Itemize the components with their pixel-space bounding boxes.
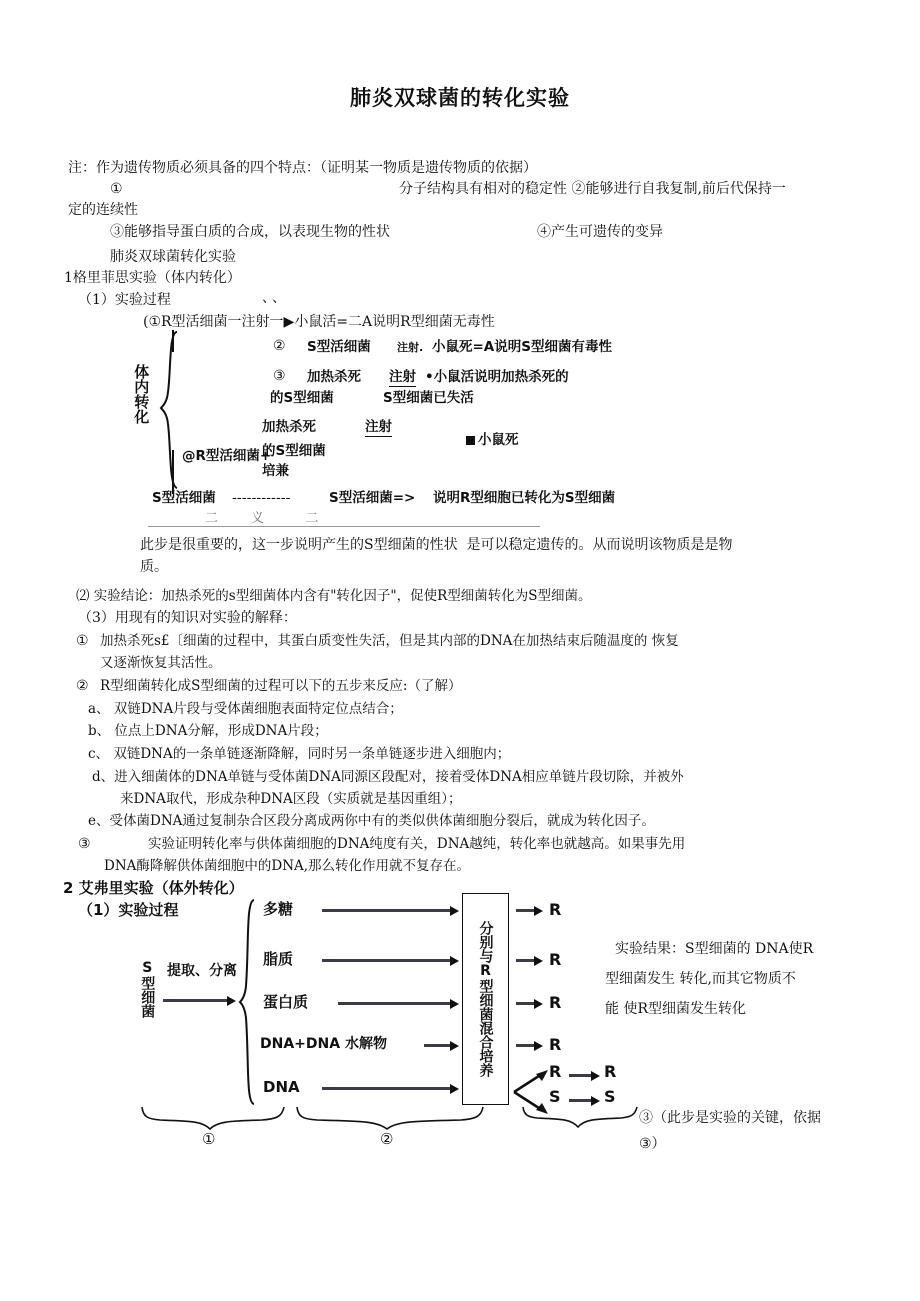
explanation-step-d-line1: d、进入细菌体的DNA单链与受体菌DNA同源区段配对，接着受体DNA相应单链片段切除，并被外 [92,769,684,785]
bottom-brace-2-number: ② [380,1130,394,1148]
fraction-label-3: DNA+DNA 水解物 [260,1036,387,1052]
output-arrow-1 [516,956,544,965]
explanation-1-line2: 又逐渐恢复其活性。 [100,655,222,671]
bottom-brace-3-note-line1: ③（此步是实验的关键，依据 [639,1110,821,1126]
bullet-square-marker [466,436,475,445]
griffith-step-3-result-line2: S型细菌已失活 [383,390,474,406]
griffith-step-5-left: S型活细菌 [152,490,216,506]
explanation-step-a: a、 双链DNA片段与受体菌细胞表面特定位点结合； [88,701,403,717]
explanation-label: （3）用现有的知识对实验的解释： [78,610,297,626]
griffith-step-4-number: @R型活细菌+ [182,448,272,464]
result-line-2: 型细菌发生 转化,而其它物质不 [605,971,796,987]
fraction-label-2: 蛋白质 [263,993,309,1011]
griffith-step-2-result: 小鼠死=A说明S型细菌有毒性 [432,339,612,355]
griffith-step-2-injection: 注射. [397,341,424,354]
explanation-2-number: ② [76,678,89,694]
fraction-list-brace [238,898,258,1106]
stray-marks: 、、 [262,290,289,306]
section1-heading: 1格里菲思实验（体内转化） [64,270,241,286]
fraction-label-4: DNA [263,1078,300,1096]
bottom-brace-1-number: ① [202,1130,216,1148]
bottom-brace-3-note-line2: ③） [639,1136,666,1152]
page-title: 肺炎双球菌的转化实验 [350,86,570,110]
griffith-step-3-result: •小鼠活说明加热杀死的 [425,369,569,385]
griffith-step-5-right: S型活细菌=> [329,490,416,506]
explanation-step-c: c、 双链DNA的一条单链逐渐降解，同时另一条单链逐步进入细胞内； [88,746,511,762]
griffith-step-1: (①R型活细菌一注射一▶小鼠活=二A说明R型细菌无毒性 [143,314,495,330]
explanation-step-e: e、受体菌DNA通过复制杂合区段分离成两你中有的类似供体菌细胞分裂后，就成为转化因子。 [88,813,655,829]
branch-bottom-to: S [604,1087,616,1106]
output-label-0: R [549,900,562,919]
note-item-1-continued: 定的连续性 [68,202,138,218]
griffith-note-paragraph-line1: 此步是很重要的，这一步说明产生的S型细菌的性状 是可以稳定遗传的。从而说明该物质是是物 [140,537,733,553]
result-line-1: 实验结果：S型细菌的 DNA使R [615,941,814,957]
griffith-step-3-injection: 注射 [389,369,416,385]
explanation-step-d-line2: 来DNA取代，形成杂种DNA区段（实质就是基因重组）； [120,791,462,807]
griffith-step-4-culture: 培兼 [262,463,289,479]
section2-process-label: （1）实验过程 [78,901,179,919]
griffith-step-2-agent: S型活细菌 [307,339,371,355]
griffith-step-5-dashes: ------------ [232,490,291,506]
output-arrow-2 [516,999,544,1008]
garble-underline [148,526,540,527]
bottom-brace-1 [140,1105,286,1131]
branch-top-to: R [604,1062,617,1081]
in-vivo-vertical-label: 体内转化 [132,364,151,424]
section1-subtitle: 肺炎双球菌转化实验 [110,249,236,265]
extract-arrow [163,996,237,1005]
source-bacteria-label: S型细菌 [139,960,156,1018]
ocr-garble-row: 二 义 二 [205,511,319,526]
griffith-step-3-agent-line2: 的S型细菌 [270,390,334,406]
griffith-conclusion: ⑵ 实验结论：加热杀死的s型细菌体内含有"转化因子"，促使R型细菌转化为S型细菌。 [76,588,592,604]
griffith-step-4-result: 小鼠死 [478,432,519,448]
output-arrow-3 [516,1041,544,1050]
section2-heading: 2 艾弗里实验（体外转化） [63,879,244,897]
note-item-4: ④产生可遗传的变异 [537,224,663,240]
note-item-1-text: 分子结构具有相对的稳定性 ②能够进行自我复制,前后代保持一 [399,181,786,197]
branch-bottom-arrow [569,1096,601,1105]
extract-separate-label: 提取、分离 [167,963,237,979]
brace-top-stem [172,330,174,352]
branch-top-arrow [569,1071,601,1080]
branch-bottom-from: S [549,1087,561,1106]
fraction-arrow-0 [322,906,460,915]
explanation-2-text: R型细菌转化成S型细菌的过程可以下的五步来反应:（了解） [100,678,462,694]
note-line-1: 注：作为遗传物质必须具备的四个特点：（证明某一物质是遗传物质的依据） [68,160,537,176]
griffith-step-5-conclusion: 说明R型细胞已转化为S型细菌 [433,490,616,506]
explanation-1-number: ① [76,633,89,649]
explanation-3-line1: 实验证明转化率与供体菌细胞的DNA纯度有关，DNA越纯，转化率也就越高。如果事先用 [148,836,686,852]
explanation-1-line1: 加热杀死s£〔细菌的过程中，其蛋白质变性失活，但是其内部的DNA在加热结束后随温度的 恢复 [100,633,679,649]
fraction-label-1: 脂质 [263,950,294,968]
result-line-3: 能 使R型细菌发生转化 [605,1001,746,1017]
griffith-step-2-number: ② [273,338,286,354]
culture-box [462,893,509,1105]
griffith-step-4-heading-kill: 加热杀死 [262,419,316,435]
output-arrow-0 [516,906,544,915]
note-item-1-number: ① [110,181,123,197]
explanation-step-b: b、 位点上DNA分解，形成DNA片段； [88,723,328,739]
griffith-note-paragraph-line2: 质。 [140,559,168,575]
griffith-step-3-agent: 加热杀死 [307,369,361,385]
fraction-arrow-2 [338,999,460,1008]
output-label-2: R [549,993,562,1012]
culture-box-inner [463,894,508,1104]
fraction-arrow-3 [424,1041,460,1050]
griffith-step-3-number: ③ [273,368,286,384]
fraction-arrow-4 [322,1084,460,1093]
output-label-1: R [549,950,562,969]
fraction-arrow-1 [322,956,460,965]
in-vivo-brace [159,330,181,490]
explanation-3-number: ③ [78,836,91,852]
bottom-brace-2 [295,1105,485,1131]
bottom-brace-3 [521,1105,639,1131]
section1-process-label: （1）实验过程 [78,292,171,308]
fraction-label-0: 多糖 [263,900,294,918]
brace-bottom-stem [172,450,174,494]
griffith-step-4-heading-inject: 注射 [365,419,392,435]
output-label-3: R [549,1035,562,1054]
note-item-3: ③能够指导蛋白质的合成，以表现生物的性状 [110,224,390,240]
griffith-step-4-agent: 的S型细菌 [262,443,326,459]
culture-box-label: 分别与R型细菌混合培养 [477,921,494,1077]
explanation-3-line2: DNA酶降解供体菌细胞中的DNA,那么转化作用就不复存在。 [104,858,471,874]
branch-top-from: R [549,1062,562,1081]
